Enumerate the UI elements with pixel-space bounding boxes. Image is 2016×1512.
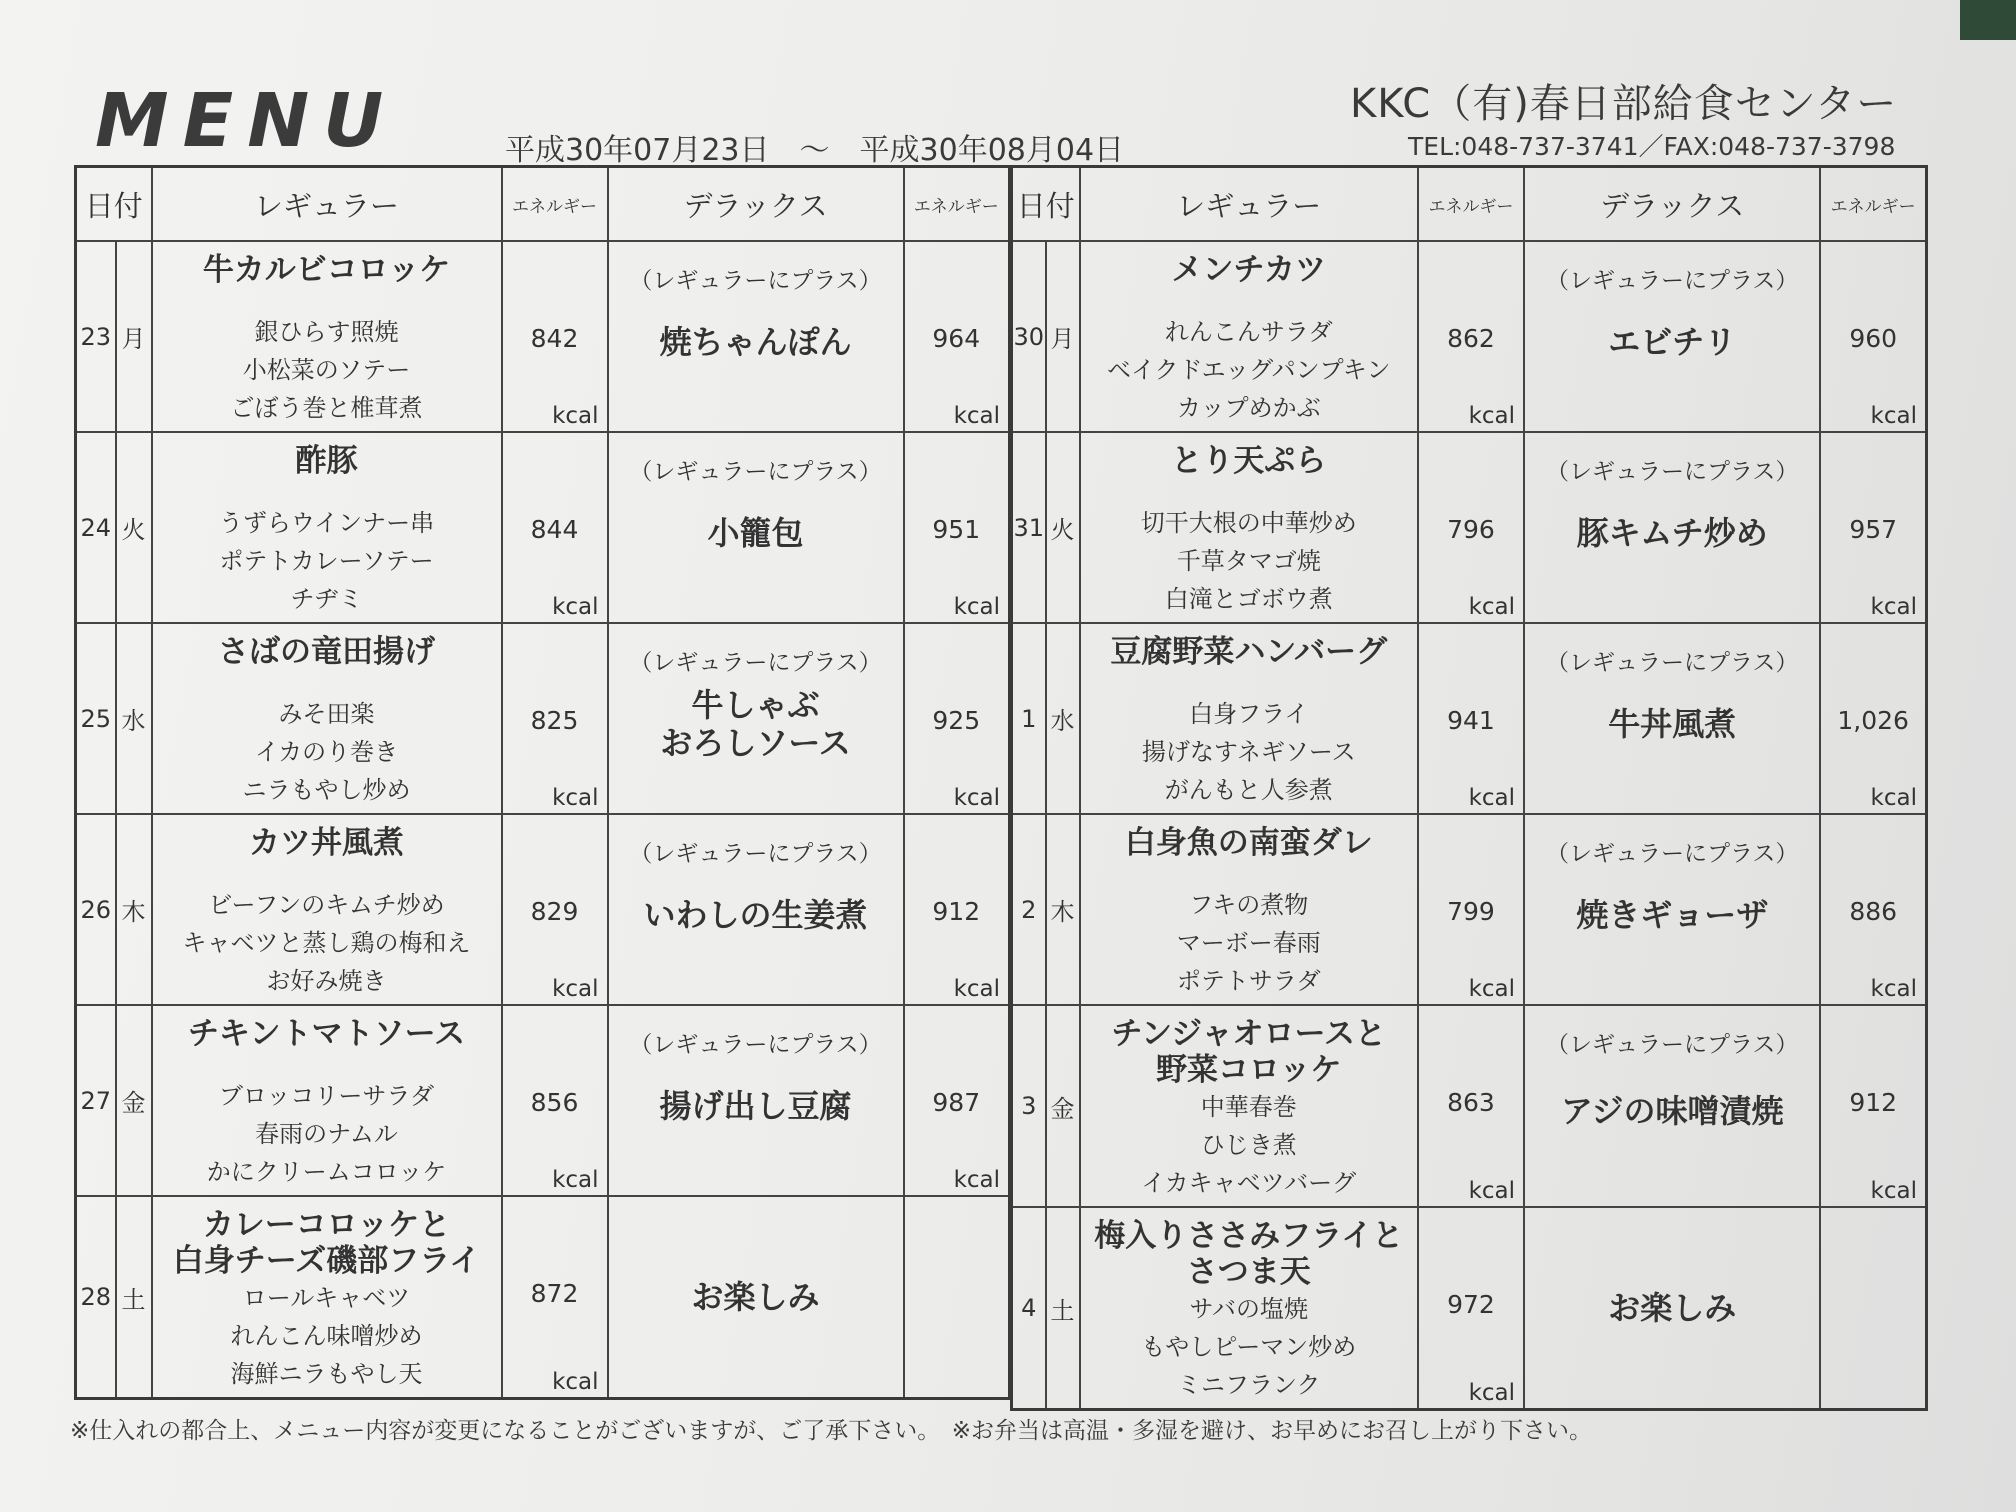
regular-menu — [1080, 1005, 1418, 1207]
energy-unit: kcal — [1468, 785, 1516, 811]
header-deluxe-energy: エネルギー — [904, 167, 1010, 242]
table-row — [1012, 241, 1927, 432]
side-dishes — [1081, 313, 1417, 427]
deluxe-dish: 小籠包 — [707, 513, 804, 552]
deluxe-energy — [904, 814, 1010, 1005]
regular-energy — [502, 1005, 608, 1196]
deluxe-menu — [1524, 814, 1820, 1005]
deluxe-plus-note: （レギュラーにプラス） — [629, 650, 882, 676]
energy-value: 960 — [1849, 324, 1898, 353]
deluxe-menu — [608, 241, 904, 432]
energy-value: 856 — [530, 1088, 579, 1117]
energy-unit: kcal — [953, 403, 1001, 429]
deluxe-energy — [1820, 432, 1926, 623]
deluxe-energy-content — [1821, 433, 1925, 622]
day-number: 31 — [1012, 432, 1046, 623]
deluxe-dish: 豚キムチ炒め — [1576, 513, 1768, 552]
energy-value: 972 — [1447, 1290, 1495, 1319]
energy-unit: kcal — [953, 1167, 1001, 1193]
table-row — [1012, 1207, 1927, 1410]
regular-menu — [1080, 432, 1418, 623]
day-number: 2 — [1012, 814, 1046, 1005]
day-number: 24 — [76, 432, 116, 623]
side-dish: ビーフンのキムチ炒め — [208, 891, 445, 919]
side-dish: カップめかぶ — [1176, 394, 1321, 422]
deluxe-menu-content — [1525, 624, 1819, 813]
energy-unit: kcal — [552, 1167, 599, 1193]
table-row — [76, 241, 1010, 432]
energy-unit: kcal — [1870, 785, 1917, 811]
side-dish: れんこん味噌炒め — [230, 1322, 423, 1350]
energy-unit: kcal — [953, 785, 1001, 811]
table-row — [1012, 623, 1927, 814]
energy-unit: kcal — [552, 403, 599, 429]
deluxe-menu — [608, 814, 904, 1005]
day-number: 25 — [76, 623, 116, 814]
side-dish: 小松菜のソテー — [242, 356, 411, 384]
regular-energy-content — [1419, 433, 1523, 622]
energy-value: 886 — [1849, 897, 1898, 926]
deluxe-menu — [1524, 623, 1820, 814]
weekday: 金 — [116, 1005, 152, 1196]
deluxe-menu-content — [1525, 242, 1819, 431]
deluxe-menu-content — [1525, 433, 1819, 622]
side-dishes — [153, 504, 501, 618]
energy-value: 825 — [530, 706, 579, 735]
energy-value: 872 — [530, 1279, 579, 1308]
deluxe-dish: いわしの生姜煮 — [643, 895, 868, 934]
day-number: 26 — [76, 814, 116, 1005]
weekday: 土 — [1046, 1207, 1080, 1410]
deluxe-menu-content — [1525, 1006, 1819, 1206]
header-energy: エネルギー — [1418, 167, 1524, 242]
deluxe-dish: 揚げ出し豆腐 — [659, 1086, 852, 1125]
weekday: 月 — [116, 241, 152, 432]
regular-energy-content — [503, 1006, 607, 1195]
main-dish: さばの竜田揚げ — [218, 634, 436, 670]
regular-energy — [502, 623, 608, 814]
side-dish: 切干大根の中華炒め — [1140, 509, 1357, 537]
regular-menu-content — [153, 1197, 501, 1397]
deluxe-energy — [904, 432, 1010, 623]
energy-unit: kcal — [1870, 1178, 1917, 1204]
energy-unit: kcal — [552, 1369, 599, 1395]
weekday: 木 — [1046, 814, 1080, 1005]
deluxe-menu — [1524, 432, 1820, 623]
side-dish: 白滝とゴボウ煮 — [1164, 585, 1333, 613]
weekday: 月 — [1046, 241, 1080, 432]
side-dish: 銀ひらす照焼 — [254, 318, 399, 346]
regular-energy-content — [1419, 1208, 1523, 1408]
energy-value: 941 — [1447, 706, 1495, 735]
deluxe-energy-content — [1821, 815, 1925, 1004]
deluxe-dish: 牛丼風煮 — [1608, 704, 1737, 743]
regular-energy — [1418, 1207, 1524, 1410]
regular-menu — [152, 814, 502, 1005]
energy-unit: kcal — [1870, 976, 1917, 1002]
table-row — [1012, 1005, 1927, 1207]
contact-info: TEL:048-737-3741／FAX:048-737-3798 — [1408, 132, 1896, 161]
regular-menu — [1080, 241, 1418, 432]
deluxe-energy-content — [905, 242, 1009, 431]
header-regular: レギュラー — [152, 167, 502, 242]
deluxe-energy — [904, 241, 1010, 432]
regular-menu — [152, 241, 502, 432]
side-dishes — [1081, 504, 1417, 618]
deluxe-energy — [1820, 1207, 1926, 1410]
deluxe-plus-note: （レギュラーにプラス） — [1546, 459, 1799, 485]
energy-unit: kcal — [1468, 403, 1516, 429]
energy-unit: kcal — [1468, 594, 1516, 620]
main-dish: とり天ぷら — [1171, 443, 1327, 479]
deluxe-energy-content — [1821, 242, 1925, 431]
main-dish: 白身魚の南蛮ダレ — [1124, 825, 1373, 861]
regular-menu — [1080, 623, 1418, 814]
side-dish: サバの塩焼 — [1189, 1295, 1309, 1323]
deluxe-dish: 焼きギョーザ — [1576, 895, 1769, 934]
deluxe-menu-content — [609, 815, 903, 1004]
regular-menu-content — [1081, 433, 1417, 622]
regular-menu — [1080, 1207, 1418, 1410]
side-dish: お好み焼き — [266, 967, 387, 995]
weekday: 水 — [116, 623, 152, 814]
regular-menu-content — [1081, 242, 1417, 431]
deluxe-dish: アジの味噌漬焼 — [1560, 1092, 1784, 1130]
regular-energy — [502, 432, 608, 623]
side-dish: かにクリームコロッケ — [206, 1158, 447, 1186]
header-regular: レギュラー — [1080, 167, 1418, 242]
regular-menu-content — [153, 624, 501, 813]
deluxe-energy-content — [905, 624, 1009, 813]
regular-energy-content — [503, 815, 607, 1004]
header-energy: エネルギー — [502, 167, 608, 242]
regular-menu — [1080, 814, 1418, 1005]
regular-menu-content — [1081, 1006, 1417, 1206]
side-dishes — [1081, 1290, 1417, 1404]
day-number: 27 — [76, 1005, 116, 1196]
deluxe-menu — [1524, 241, 1820, 432]
side-dishes — [153, 1077, 501, 1191]
deluxe-menu-content — [609, 1197, 903, 1397]
side-dishes — [153, 886, 501, 1000]
energy-value: 964 — [932, 324, 981, 353]
day-number: 23 — [76, 241, 116, 432]
side-dish: 中華春巻 — [1200, 1093, 1297, 1121]
main-dish: 豆腐野菜ハンバーグ — [1110, 634, 1388, 670]
energy-value: 844 — [530, 515, 579, 544]
regular-energy — [502, 241, 608, 432]
side-dish: 揚げなすネギソース — [1141, 738, 1356, 766]
energy-unit: kcal — [1870, 594, 1917, 620]
menu-period: 平成30年07月23日 ～ 平成30年08月04日 — [505, 133, 1125, 168]
energy-unit: kcal — [552, 594, 599, 620]
main-dish: チンジャオロースと 野菜コロッケ — [1111, 1016, 1387, 1088]
regular-energy-content — [1419, 1006, 1523, 1206]
side-dishes — [1081, 1088, 1417, 1202]
deluxe-menu-content — [609, 433, 903, 622]
side-dish: 白身フライ — [1189, 700, 1309, 728]
side-dish: ロールキャベツ — [242, 1284, 411, 1312]
energy-unit: kcal — [1468, 1178, 1516, 1204]
deluxe-menu-content — [609, 242, 903, 431]
regular-menu-content — [153, 242, 501, 431]
side-dish: イカキャベツバーグ — [1141, 1169, 1357, 1197]
side-dishes — [153, 695, 501, 809]
energy-value: 925 — [932, 706, 981, 735]
deluxe-energy — [904, 1196, 1010, 1399]
side-dish: ポテトサラダ — [1176, 967, 1321, 995]
energy-value: 842 — [530, 324, 579, 353]
day-number: 3 — [1012, 1005, 1046, 1207]
energy-value: 863 — [1447, 1088, 1495, 1117]
deluxe-energy-content — [1821, 624, 1925, 813]
deluxe-dish: 焼ちゃんぽん — [659, 322, 852, 361]
main-dish: 牛カルビコロッケ — [202, 252, 451, 288]
side-dish: みそ田楽 — [278, 700, 375, 728]
side-dish: 千草タマゴ焼 — [1176, 547, 1321, 575]
side-dish: ポテトカレーソテー — [219, 547, 434, 575]
energy-value: 796 — [1447, 515, 1495, 544]
regular-menu — [152, 1005, 502, 1196]
energy-value: 957 — [1849, 515, 1898, 544]
deluxe-menu-content — [609, 1006, 903, 1195]
side-dish: イカのり巻き — [254, 738, 399, 766]
deluxe-dish: 牛しゃぶ おろしソース — [660, 685, 851, 762]
regular-menu — [152, 432, 502, 623]
side-dishes — [1081, 886, 1417, 1000]
weekday: 火 — [1046, 432, 1080, 623]
table-row — [76, 1196, 1010, 1399]
regular-menu-content — [153, 815, 501, 1004]
regular-energy — [502, 814, 608, 1005]
regular-energy — [502, 1196, 608, 1399]
weekday: 木 — [116, 814, 152, 1005]
side-dish: 春雨のナムル — [255, 1120, 398, 1148]
weekday: 水 — [1046, 623, 1080, 814]
energy-unit: kcal — [953, 976, 1001, 1002]
side-dish: マーボー春雨 — [1176, 929, 1321, 957]
energy-unit: kcal — [552, 785, 599, 811]
deluxe-plus-note: （レギュラーにプラス） — [629, 841, 882, 867]
side-dishes — [153, 313, 501, 427]
energy-unit: kcal — [1870, 403, 1917, 429]
deluxe-menu — [608, 432, 904, 623]
menu-table-left — [74, 165, 1011, 1400]
energy-value: 799 — [1447, 897, 1495, 926]
deluxe-energy-content — [905, 1006, 1009, 1195]
deluxe-energy-content — [905, 433, 1009, 622]
energy-value: 862 — [1447, 324, 1495, 353]
weekday: 金 — [1046, 1005, 1080, 1207]
header-deluxe: デラックス — [608, 167, 904, 242]
regular-menu-content — [1081, 815, 1417, 1004]
regular-menu-content — [153, 433, 501, 622]
day-number: 1 — [1012, 623, 1046, 814]
weekday: 土 — [116, 1196, 152, 1399]
deluxe-menu — [1524, 1005, 1820, 1207]
energy-value: 1,026 — [1837, 706, 1909, 735]
regular-menu — [152, 1196, 502, 1399]
deluxe-energy — [1820, 623, 1926, 814]
side-dish: チヂミ — [290, 585, 363, 613]
main-dish: メンチカツ — [1171, 252, 1326, 288]
footer-notice: ※仕入れの都合上、メニュー内容が変更になることがございますが、ご了承下さい。 ※お弁当は高温・多湿を避け、お早めにお召し上がり下さい。 — [70, 1418, 1593, 1444]
deluxe-menu — [1524, 1207, 1820, 1410]
deluxe-dish: お楽しみ — [1608, 1289, 1737, 1327]
company-name: KKC（有)春日部給食センター — [1350, 81, 1898, 127]
deluxe-dish: お楽しみ — [691, 1278, 820, 1316]
side-dish: ミニフランク — [1176, 1371, 1321, 1399]
table-row — [1012, 432, 1927, 623]
side-dish: ニラもやし炒め — [242, 776, 411, 804]
regular-energy — [1418, 623, 1524, 814]
regular-menu — [152, 623, 502, 814]
regular-energy — [1418, 814, 1524, 1005]
day-number: 30 — [1012, 241, 1046, 432]
energy-unit: kcal — [953, 594, 1001, 620]
deluxe-menu-content — [609, 624, 903, 813]
side-dish: フキの煮物 — [1189, 891, 1309, 919]
side-dish: うずらウインナー串 — [218, 509, 435, 537]
side-dish: ベイクドエッグパンプキン — [1107, 356, 1391, 384]
regular-energy — [1418, 1005, 1524, 1207]
side-dish: ブロッコリーサラダ — [218, 1082, 435, 1110]
deluxe-dish: エビチリ — [1608, 322, 1737, 361]
energy-value: 912 — [932, 897, 981, 926]
regular-energy — [1418, 432, 1524, 623]
energy-unit: kcal — [552, 976, 599, 1002]
main-dish: カレーコロッケと 白身チーズ磯部フライ — [172, 1207, 481, 1279]
deluxe-energy — [1820, 241, 1926, 432]
table-row — [76, 814, 1010, 1005]
energy-value: 951 — [932, 515, 981, 544]
side-dish: がんもと人参煮 — [1164, 776, 1333, 804]
side-dish: もやしピーマン炒め — [1141, 1333, 1357, 1361]
day-number: 4 — [1012, 1207, 1046, 1410]
table-row — [1012, 814, 1927, 1005]
table-row — [76, 623, 1010, 814]
deluxe-plus-note: （レギュラーにプラス） — [629, 459, 882, 485]
weekday: 火 — [116, 432, 152, 623]
side-dish: ごぼう巻と椎茸煮 — [230, 394, 423, 422]
side-dishes — [1081, 695, 1417, 809]
deluxe-plus-note: （レギュラーにプラス） — [1546, 268, 1799, 294]
deluxe-plus-note: （レギュラーにプラス） — [629, 1032, 882, 1058]
energy-value: 987 — [932, 1088, 981, 1117]
deluxe-energy-content — [1821, 1006, 1925, 1206]
deluxe-menu — [608, 623, 904, 814]
side-dish: 海鮮ニラもやし天 — [230, 1360, 423, 1388]
deluxe-energy — [1820, 814, 1926, 1005]
energy-value: 829 — [530, 897, 579, 926]
deluxe-plus-note: （レギュラーにプラス） — [1546, 650, 1799, 676]
regular-energy-content — [503, 433, 607, 622]
main-dish: カツ丼風煮 — [249, 825, 405, 861]
deluxe-energy — [904, 623, 1010, 814]
regular-energy-content — [503, 1197, 607, 1397]
header-deluxe-energy: エネルギー — [1820, 167, 1926, 242]
energy-unit: kcal — [1468, 976, 1516, 1002]
header-date: 日付 — [76, 167, 152, 242]
side-dish: れんこんサラダ — [1164, 318, 1333, 346]
menu-table-right — [1010, 165, 1928, 1411]
deluxe-energy-content — [905, 815, 1009, 1004]
main-dish: 酢豚 — [295, 443, 358, 479]
deluxe-plus-note: （レギュラーにプラス） — [1546, 1032, 1799, 1058]
deluxe-menu-content — [1525, 1208, 1819, 1408]
deluxe-plus-note: （レギュラーにプラス） — [1546, 841, 1799, 867]
table-background-corner — [1960, 0, 2016, 40]
table-row — [76, 1005, 1010, 1196]
side-dishes — [153, 1279, 501, 1393]
deluxe-plus-note: （レギュラーにプラス） — [629, 268, 882, 294]
regular-energy-content — [1419, 242, 1523, 431]
deluxe-menu — [608, 1005, 904, 1196]
day-number: 28 — [76, 1196, 116, 1399]
deluxe-energy — [1820, 1005, 1926, 1207]
table-row — [76, 432, 1010, 623]
regular-energy — [1418, 241, 1524, 432]
side-dish: ひじき煮 — [1200, 1131, 1297, 1159]
energy-value: 912 — [1849, 1088, 1898, 1117]
regular-menu-content — [1081, 624, 1417, 813]
regular-energy-content — [1419, 624, 1523, 813]
deluxe-menu — [608, 1196, 904, 1399]
energy-unit: kcal — [1468, 1380, 1516, 1406]
regular-menu-content — [153, 1006, 501, 1195]
menu-title: MENU — [95, 78, 398, 164]
side-dish: キャベツと蒸し鶏の梅和え — [182, 929, 471, 957]
regular-energy-content — [503, 242, 607, 431]
deluxe-energy — [904, 1005, 1010, 1196]
main-dish: チキントマトソース — [187, 1016, 466, 1052]
header-deluxe: デラックス — [1524, 167, 1820, 242]
main-dish: 梅入りささみフライと さつま天 — [1094, 1218, 1404, 1290]
regular-menu-content — [1081, 1208, 1417, 1408]
regular-energy-content — [1419, 815, 1523, 1004]
deluxe-menu-content — [1525, 815, 1819, 1004]
header-date: 日付 — [1012, 167, 1080, 242]
regular-energy-content — [503, 624, 607, 813]
